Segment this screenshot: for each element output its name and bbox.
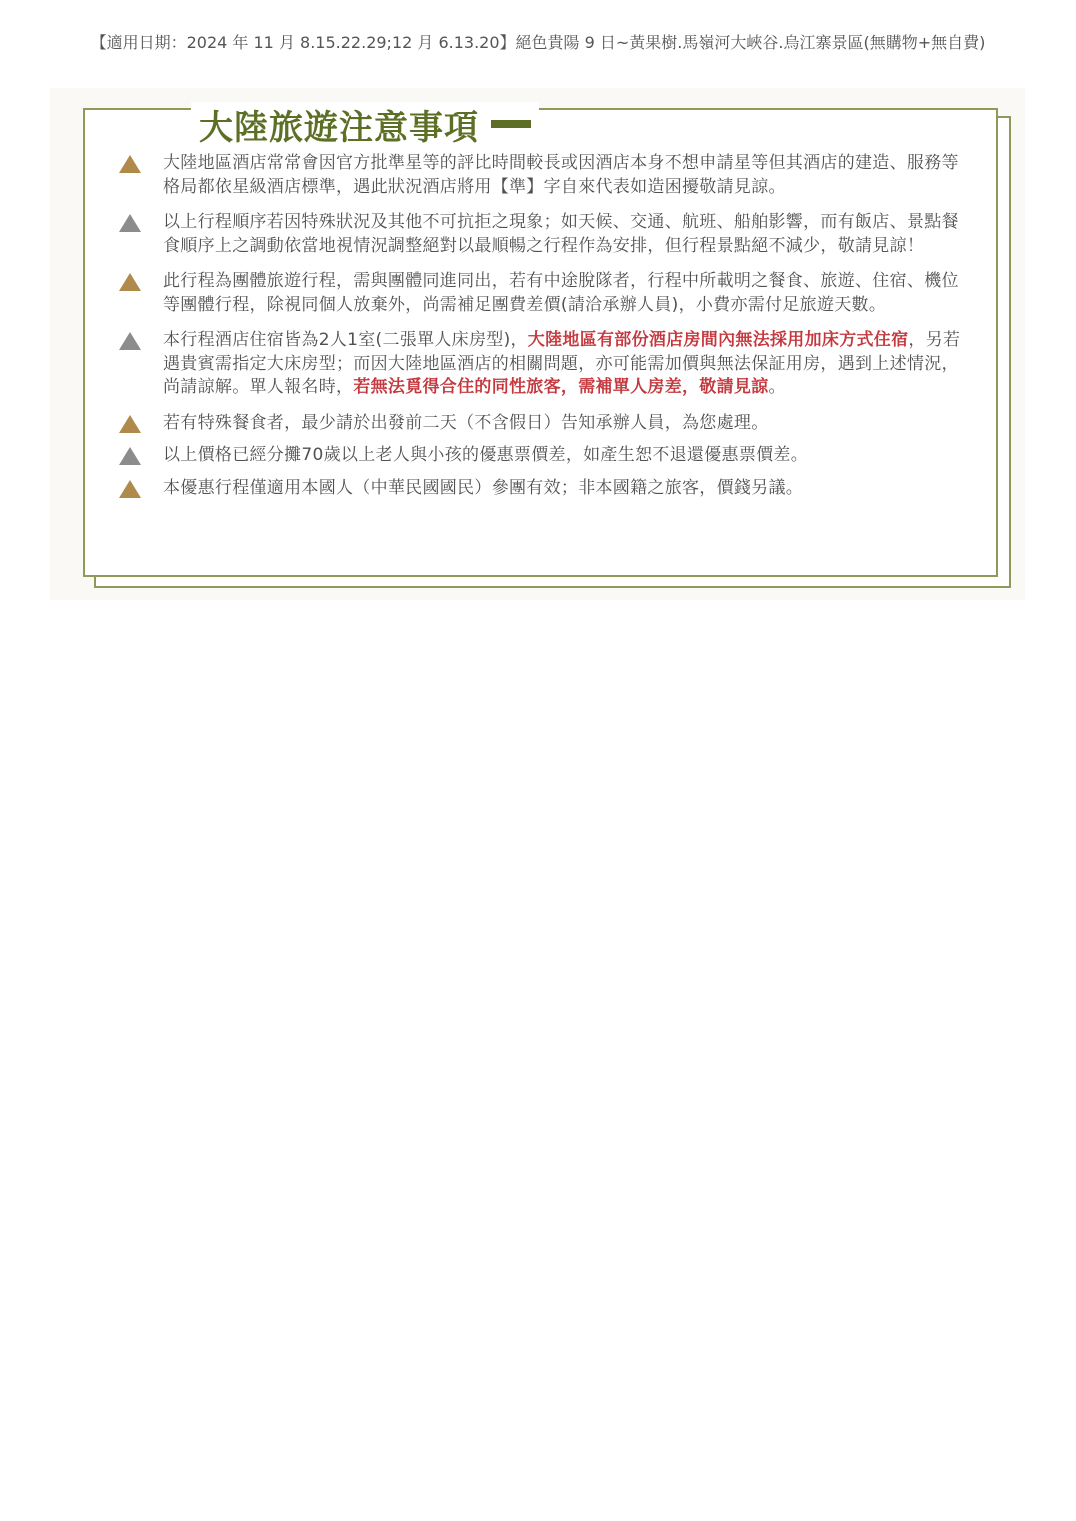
notice-highlight: 若無法覓得合住的同性旅客，需補單人房差，敬請見諒 xyxy=(353,377,769,397)
triangle-icon xyxy=(119,480,141,498)
triangle-icon xyxy=(119,447,141,465)
notice-item xyxy=(119,444,961,468)
notice-item-text: 以上行程順序若因特殊狀況及其他不可抗拒之現象；如天候、交通、航班、船舶影響，而有飯店、景點餐食順序上之調動依當地視情況調整絕對以最順暢之行程作為安排，但行程景點絕不減少，敬請見諒！ xyxy=(163,212,959,256)
notice-item xyxy=(119,270,961,317)
page-header: 【適用日期：2024 年 11 月 8.15.22.29;12 月 6.13.20】絕色貴陽 9 日~黃果樹.馬嶺河大峽谷.烏江寨景區(無購物+無自費) xyxy=(90,33,986,52)
notice-item-text: 以上價格已經分攤70歲以上老人與小孩的優惠票價差，如產生恕不退還優惠票價差。 xyxy=(163,445,809,465)
notice-text-part: ，另若遇貴賓需指定大床房型；而因大陸地區酒店的相關問題，亦可能需加價與無法保証用房，遇到上述情況，尚請諒解。單人報名時， xyxy=(163,330,961,397)
triangle-icon xyxy=(119,273,141,291)
notice-frame xyxy=(83,108,998,577)
notice-list xyxy=(119,152,961,509)
notice-title: 大陸旅遊注意事項 xyxy=(199,107,479,148)
notice-item-text: 本優惠行程僅適用本國人（中華民國國民）參團有效；非本國籍之旅客，價錢另議。 xyxy=(163,477,804,498)
notice-item xyxy=(119,412,961,436)
notice-item-text: 若有特殊餐食者，最少請於出發前二天（不含假日）告知承辦人員，為您處理。 xyxy=(163,412,769,433)
notice-text-part: 本行程酒店住宿皆為2人1室(二張單人床房型)， xyxy=(163,330,528,350)
notice-item-text: 此行程為團體旅遊行程，需與團體同進同出，若有中途脫隊者，行程中所載明之餐食、旅遊、住宿、機位等團體行程，除視同個人放棄外，尚需補足團費差價(請洽承辦人員)，小費亦需付足旅遊天數。 xyxy=(163,271,959,315)
notice-item-text xyxy=(163,329,961,400)
notice-text-part: 。 xyxy=(768,377,786,397)
triangle-icon xyxy=(119,214,141,232)
triangle-icon xyxy=(119,155,141,173)
title-bar-decoration xyxy=(491,120,531,128)
notice-item xyxy=(119,329,961,400)
notice-item xyxy=(119,211,961,258)
notice-panel xyxy=(50,88,1025,600)
notice-title-block xyxy=(191,102,539,146)
notice-item xyxy=(119,152,961,199)
triangle-icon xyxy=(119,415,141,433)
triangle-icon xyxy=(119,332,141,350)
notice-item-text: 大陸地區酒店常常會因官方批準星等的評比時間較長或因酒店本身不想申請星等但其酒店的建造、服務等格局都依星級酒店標準，遇此狀況酒店將用【準】字自來代表如造困擾敬請見諒。 xyxy=(163,153,959,197)
notice-item xyxy=(119,477,961,501)
notice-highlight: 大陸地區有部份酒店房間內無法採用加床方式住宿 xyxy=(527,330,909,350)
